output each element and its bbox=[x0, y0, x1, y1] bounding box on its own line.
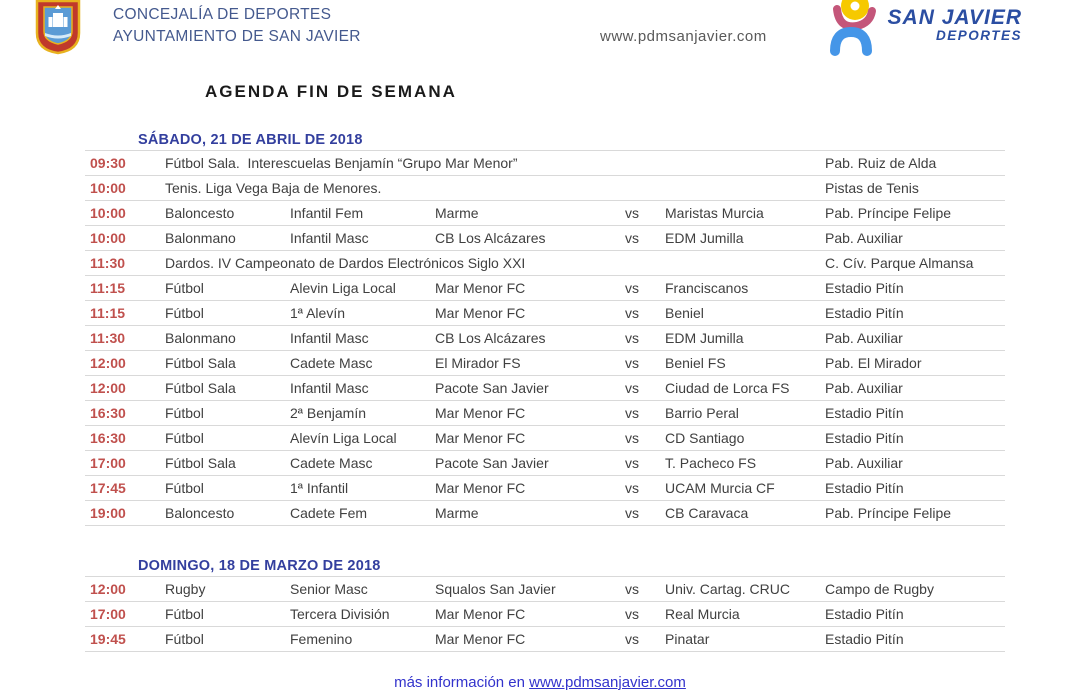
event-row bbox=[85, 401, 1005, 426]
event-vs-label: vs bbox=[625, 505, 639, 521]
event-home-team: Mar Menor FC bbox=[435, 631, 526, 647]
event-home-team: Mar Menor FC bbox=[435, 305, 526, 321]
event-sport: Fútbol Sala bbox=[165, 455, 236, 471]
event-category: Infantil Masc bbox=[290, 380, 369, 396]
event-time: 10:00 bbox=[90, 180, 126, 196]
event-away-team: Pinatar bbox=[665, 631, 710, 647]
section-date-heading: SÁBADO, 21 DE ABRIL DE 2018 bbox=[138, 132, 363, 148]
event-time: 11:30 bbox=[90, 330, 126, 346]
event-category: Infantil Masc bbox=[290, 230, 369, 246]
event-home-team: Marme bbox=[435, 505, 479, 521]
event-vs-label: vs bbox=[625, 380, 639, 396]
event-row bbox=[85, 176, 1005, 201]
event-home-team: Mar Menor FC bbox=[435, 280, 526, 296]
event-time: 16:30 bbox=[90, 405, 126, 421]
event-home-team: Mar Menor FC bbox=[435, 480, 526, 496]
event-away-team: Franciscanos bbox=[665, 280, 749, 296]
event-away-team: EDM Jumilla bbox=[665, 230, 744, 246]
org-title bbox=[113, 4, 361, 48]
event-time: 16:30 bbox=[90, 430, 126, 446]
event-away-team: UCAM Murcia CF bbox=[665, 480, 775, 496]
event-row bbox=[85, 451, 1005, 476]
event-category: 1ª Infantil bbox=[290, 480, 349, 496]
event-away-team: Barrio Peral bbox=[665, 405, 739, 421]
event-row bbox=[85, 226, 1005, 251]
event-category: Alevín Liga Local bbox=[290, 430, 397, 446]
event-time: 11:15 bbox=[90, 280, 126, 296]
event-home-team: El Mirador FS bbox=[435, 355, 521, 371]
footer-link[interactable]: www.pdmsanjavier.com bbox=[529, 674, 686, 691]
event-vs-label: vs bbox=[625, 355, 639, 371]
event-description: Dardos. IV Campeonato de Dardos Electrónicos Siglo XXI bbox=[165, 255, 526, 271]
event-category: Cadete Masc bbox=[290, 455, 373, 471]
event-home-team: Squalos San Javier bbox=[435, 581, 556, 597]
event-venue: Pab. Auxiliar bbox=[825, 380, 903, 396]
event-home-team: Marme bbox=[435, 205, 479, 221]
event-home-team: Pacote San Javier bbox=[435, 455, 549, 471]
logo-text-line1: SAN JAVIER bbox=[887, 6, 1022, 29]
event-vs-label: vs bbox=[625, 631, 639, 647]
event-row bbox=[85, 376, 1005, 401]
event-venue: Pab. Ruiz de Alda bbox=[825, 155, 937, 171]
event-away-team: CB Caravaca bbox=[665, 505, 749, 521]
event-venue: Estadio Pitín bbox=[825, 305, 904, 321]
event-venue: Pab. Auxiliar bbox=[825, 330, 903, 346]
event-time: 09:30 bbox=[90, 155, 126, 171]
event-time: 11:15 bbox=[90, 305, 126, 321]
event-row bbox=[85, 301, 1005, 326]
event-time: 17:00 bbox=[90, 606, 126, 622]
event-away-team: Beniel FS bbox=[665, 355, 726, 371]
event-venue: C. Cív. Parque Almansa bbox=[825, 255, 974, 271]
event-home-team: Mar Menor FC bbox=[435, 430, 526, 446]
page-header bbox=[0, 0, 1080, 60]
event-sport: Fútbol bbox=[165, 606, 204, 622]
event-category: 1ª Alevín bbox=[290, 305, 345, 321]
event-venue: Estadio Pitín bbox=[825, 631, 904, 647]
event-sport: Fútbol Sala bbox=[165, 355, 236, 371]
event-sport: Fútbol Sala bbox=[165, 380, 236, 396]
event-venue: Pab. Príncipe Felipe bbox=[825, 205, 952, 221]
event-venue: Estadio Pitín bbox=[825, 405, 904, 421]
town-crest-icon bbox=[35, 0, 81, 54]
schedule-section bbox=[85, 130, 1005, 526]
event-sport: Fútbol bbox=[165, 430, 204, 446]
event-vs-label: vs bbox=[625, 330, 639, 346]
event-away-team: EDM Jumilla bbox=[665, 330, 744, 346]
event-time: 12:00 bbox=[90, 355, 126, 371]
event-home-team: Mar Menor FC bbox=[435, 606, 526, 622]
logo-text-line2: DEPORTES bbox=[935, 28, 1022, 43]
event-time: 10:00 bbox=[90, 205, 126, 221]
event-sport: Baloncesto bbox=[165, 505, 235, 521]
event-vs-label: vs bbox=[625, 606, 639, 622]
section-rows bbox=[85, 150, 1005, 526]
page-title: AGENDA FIN DE SEMANA bbox=[205, 82, 457, 101]
event-venue: Estadio Pitín bbox=[825, 430, 904, 446]
event-home-team: CB Los Alcázares bbox=[435, 230, 546, 246]
schedule-section bbox=[85, 556, 1005, 652]
event-description: Fútbol Sala. Interescuelas Benjamín “Grupo Mar Menor” bbox=[165, 155, 518, 171]
event-time: 12:00 bbox=[90, 581, 126, 597]
event-venue: Pab. Príncipe Felipe bbox=[825, 505, 952, 521]
event-vs-label: vs bbox=[625, 205, 639, 221]
event-away-team: Maristas Murcia bbox=[665, 205, 764, 221]
event-sport: Fútbol bbox=[165, 480, 204, 496]
event-home-team: CB Los Alcázares bbox=[435, 330, 546, 346]
event-sport: Fútbol bbox=[165, 305, 204, 321]
event-away-team: Real Murcia bbox=[665, 606, 740, 622]
event-sport: Fútbol bbox=[165, 405, 204, 421]
section-date-heading: DOMINGO, 18 DE MARZO DE 2018 bbox=[138, 558, 381, 574]
event-venue: Pistas de Tenis bbox=[825, 180, 919, 196]
event-home-team: Pacote San Javier bbox=[435, 380, 549, 396]
event-away-team: T. Pacheco FS bbox=[665, 455, 757, 471]
event-sport: Baloncesto bbox=[165, 205, 235, 221]
event-venue: Campo de Rugby bbox=[825, 581, 934, 597]
event-venue: Estadio Pitín bbox=[825, 280, 904, 296]
event-category: 2ª Benjamín bbox=[290, 405, 367, 421]
event-row bbox=[85, 627, 1005, 652]
event-venue: Estadio Pitín bbox=[825, 480, 904, 496]
event-category: Senior Masc bbox=[290, 581, 368, 597]
header-website-text: www.pdmsanjavier.com bbox=[600, 28, 767, 45]
event-sport: Rugby bbox=[165, 581, 206, 597]
event-time: 10:00 bbox=[90, 230, 126, 246]
event-vs-label: vs bbox=[625, 581, 639, 597]
event-vs-label: vs bbox=[625, 455, 639, 471]
event-description: Tenis. Liga Vega Baja de Menores. bbox=[165, 180, 382, 196]
event-row bbox=[85, 201, 1005, 226]
event-row bbox=[85, 501, 1005, 526]
footer-text: más información en bbox=[394, 674, 530, 691]
schedule-sections bbox=[85, 130, 1005, 652]
event-sport: Fútbol bbox=[165, 631, 204, 647]
event-category: Femenino bbox=[290, 631, 353, 647]
event-row bbox=[85, 326, 1005, 351]
event-category: Cadete Masc bbox=[290, 355, 373, 371]
event-row bbox=[85, 276, 1005, 301]
event-time: 19:00 bbox=[90, 505, 126, 521]
event-time: 17:45 bbox=[90, 480, 126, 496]
event-venue: Pab. El Mirador bbox=[825, 355, 922, 371]
event-category: Infantil Masc bbox=[290, 330, 369, 346]
event-sport: Balonmano bbox=[165, 330, 236, 346]
event-away-team: Univ. Cartag. CRUC bbox=[665, 581, 790, 597]
event-category: Tercera División bbox=[290, 606, 390, 622]
footer bbox=[0, 674, 1080, 691]
event-away-team: CD Santiago bbox=[665, 430, 745, 446]
event-category: Infantil Fem bbox=[290, 205, 364, 221]
event-sport: Balonmano bbox=[165, 230, 236, 246]
event-vs-label: vs bbox=[625, 405, 639, 421]
event-time: 11:30 bbox=[90, 255, 126, 271]
section-rows bbox=[85, 576, 1005, 652]
event-time: 12:00 bbox=[90, 380, 126, 396]
event-category: Alevin Liga Local bbox=[290, 280, 396, 296]
event-row bbox=[85, 476, 1005, 501]
event-venue: Estadio Pitín bbox=[825, 606, 904, 622]
event-venue: Pab. Auxiliar bbox=[825, 455, 903, 471]
event-category: Cadete Fem bbox=[290, 505, 368, 521]
event-vs-label: vs bbox=[625, 280, 639, 296]
event-vs-label: vs bbox=[625, 305, 639, 321]
san-javier-deportes-logo bbox=[825, 0, 1022, 55]
event-row bbox=[85, 426, 1005, 451]
logo-wordmark bbox=[888, 8, 1022, 43]
event-vs-label: vs bbox=[625, 480, 639, 496]
event-row bbox=[85, 151, 1005, 176]
org-line2: AYUNTAMIENTO DE SAN JAVIER bbox=[113, 28, 361, 45]
event-sport: Fútbol bbox=[165, 280, 204, 296]
event-time: 17:00 bbox=[90, 455, 126, 471]
event-venue: Pab. Auxiliar bbox=[825, 230, 903, 246]
event-row bbox=[85, 577, 1005, 602]
event-vs-label: vs bbox=[625, 230, 639, 246]
event-home-team: Mar Menor FC bbox=[435, 405, 526, 421]
event-away-team: Beniel bbox=[665, 305, 704, 321]
event-vs-label: vs bbox=[625, 430, 639, 446]
event-away-team: Ciudad de Lorca FS bbox=[665, 380, 790, 396]
org-line1: CONCEJALÍA DE DEPORTES bbox=[113, 6, 332, 23]
event-time: 19:45 bbox=[90, 631, 126, 647]
event-row bbox=[85, 251, 1005, 276]
event-row bbox=[85, 602, 1005, 627]
event-row bbox=[85, 351, 1005, 376]
san-javier-figure-icon bbox=[825, 0, 880, 55]
